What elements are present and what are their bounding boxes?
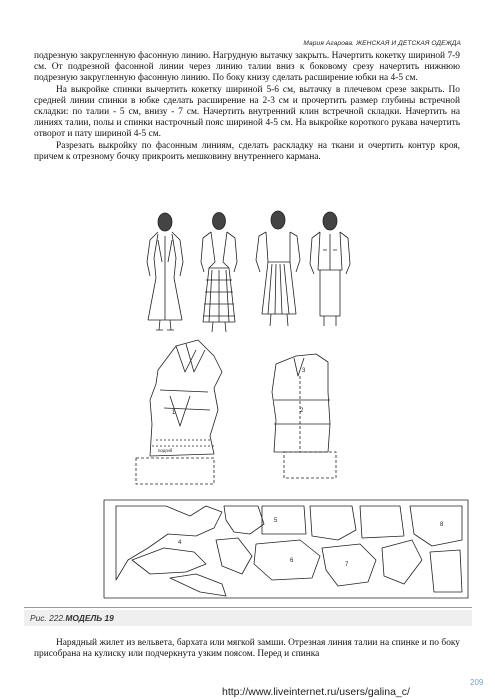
body-text-continued <box>34 638 460 660</box>
front-pattern-draft <box>136 340 222 484</box>
footer-url[interactable]: http://www.liveinternet.ru/users/galina_c/ <box>222 686 410 698</box>
fashion-figure-2 <box>201 213 237 333</box>
paragraph-3: Разрезать выкройку по фасонным линиям, сделать раскладку на ткани и очертить контур кроя, причем к отрезному бочку прикроить мешковину внутреннего кармана. <box>34 140 460 162</box>
paragraph-4: Нарядный жилет из вельвета, бархата или мягкой замши. Отрезная линия талии на спинке и по боку присобрана на кулиску или подчеркнута узким поясом. Перед и спинка <box>34 638 460 660</box>
paragraph-1: подрезную закругленную фасонную линию. Нагрудную вытачку закрыть. Начертить кокетку шириной 7-9 см. От подрезной фасонной линии через линию талии вниз к боковому срезу начертить нижнюю подрезную закругленную фасонную линию. По боку книзу сделать расширение юбки на 4-5 см. <box>34 51 460 84</box>
fashion-figure-4 <box>310 212 350 326</box>
fashion-figure-3 <box>256 211 300 326</box>
cutting-layout <box>104 500 468 598</box>
layout-label-6: 6 <box>290 558 294 564</box>
caption-divider <box>24 607 472 608</box>
layout-label-8: 8 <box>440 522 444 528</box>
layout-label-4: 4 <box>178 540 182 546</box>
figure-caption <box>30 613 114 623</box>
page-number: 209 <box>470 678 484 687</box>
running-header: Мария Агарова. ЖЕНСКАЯ И ДЕТСКАЯ ОДЕЖДА <box>303 40 461 47</box>
pattern-label-1: 1 <box>172 410 176 416</box>
fashion-figure-1 <box>147 213 183 330</box>
layout-label-5: 5 <box>274 518 278 524</box>
pattern-label-2: 2 <box>300 408 304 414</box>
fold-label: подгиб <box>158 448 173 453</box>
paragraph-2: На выкройке спинки вычертить кокетку шириной 5-6 см, вытачку в плечевом срезе закрыть. По средней линии спинки в юбке сделать расширение на 2-3 см и прочертить размер глубины встречной складки: по талии - 5 см, внизу - 7 см. Начертить внутренний клин встречной складки. Начертить на линиях талии, полы и спинки настрочный пояс шириной 4-5 см. На выкройке короткого рукава начертить отворот и пату шириной 4-5 см. <box>34 84 460 140</box>
pattern-label-3: 3 <box>302 368 306 374</box>
layout-label-7: 7 <box>345 562 349 568</box>
caption-prefix: Рис. 222. <box>30 613 66 623</box>
caption-model: МОДЕЛЬ 19 <box>65 613 114 623</box>
